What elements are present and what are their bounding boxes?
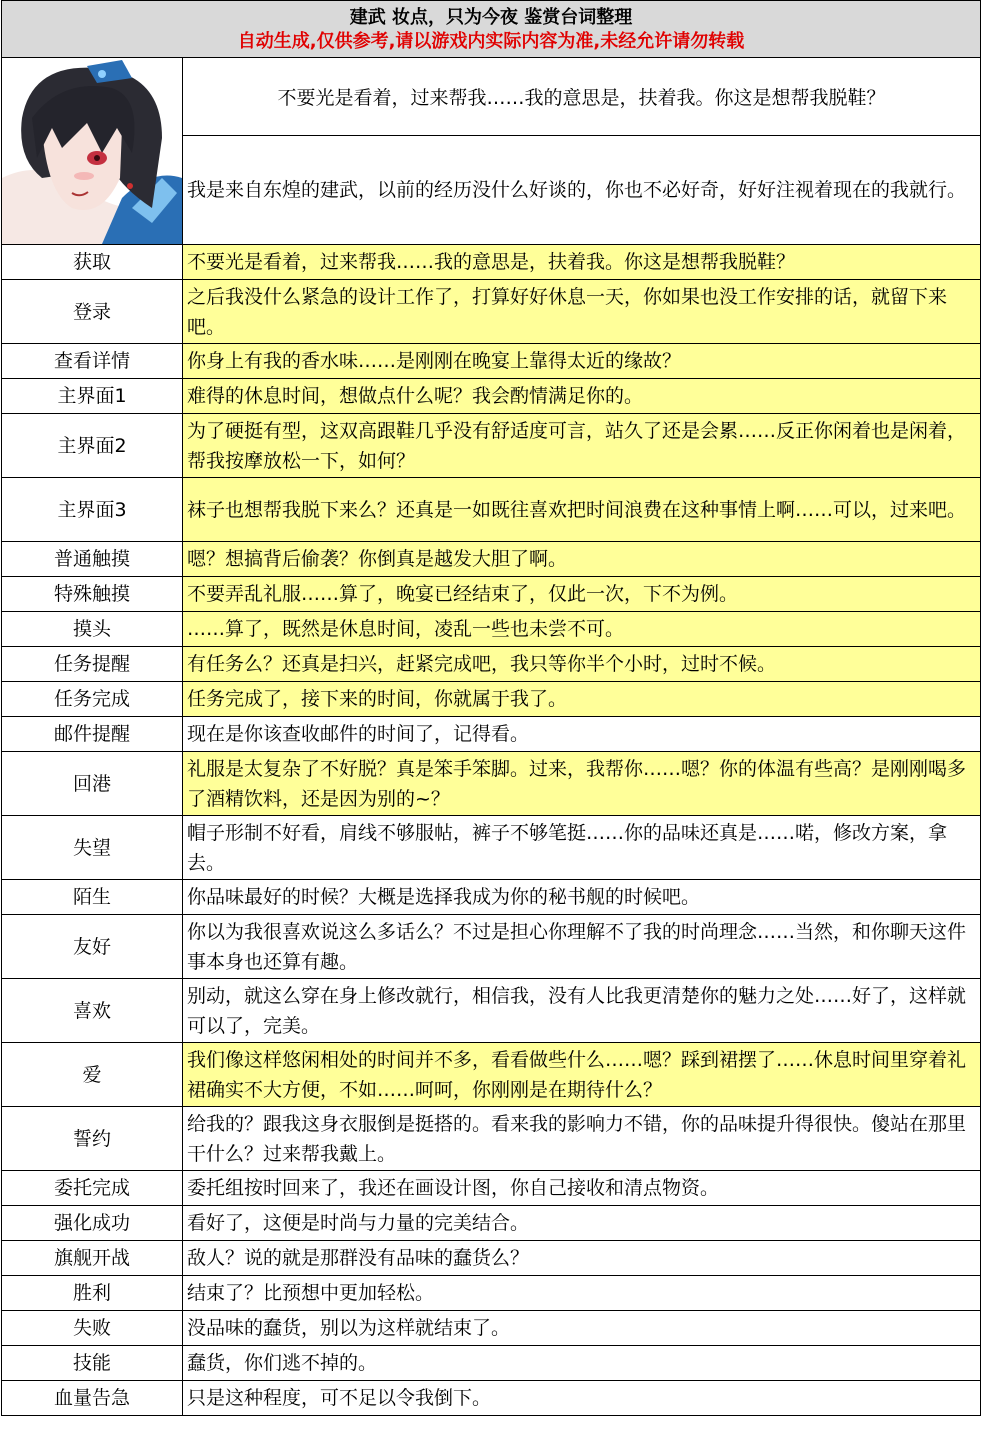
intro-line-profile: 我是来自东煌的建武，以前的经历没什么好谈的，你也不必好奇，好好注视着现在的我就行。 [187,179,967,201]
row-label: 邮件提醒 [2,717,183,752]
table-row [2,612,981,647]
table-row [2,478,981,542]
row-label: 任务提醒 [2,647,183,682]
row-text: 委托组按时回来了，我还在画设计图，你自己接收和清点物资。 [183,1171,981,1206]
row-text: 礼服是太复杂了不好脱？真是笨手笨脚。过来，我帮你……嗯？你的体温有些高？是刚刚喝多了酒精饮料，还是因为别的~？ [183,752,981,816]
row-text: 只是这种程度，可不足以令我倒下。 [183,1381,981,1416]
row-label: 回港 [2,752,183,816]
row-text: 别动，就这么穿在身上修改就行，相信我，没有人比我更清楚你的魅力之处……好了，这样就可以了，完美。 [183,979,981,1043]
table-row [2,979,981,1043]
table-row [2,344,981,379]
sheet-title: 建武 妆点，只为今夜 鉴赏台词整理 [349,7,633,28]
voice-line-sheet [1,0,981,1416]
table-row [2,245,981,280]
table-row [2,1043,981,1107]
row-label: 爱 [2,1043,183,1107]
row-text: 没品味的蠢货，别以为这样就结束了。 [183,1311,981,1346]
character-portrait [2,58,183,244]
row-text: 你以为我很喜欢说这么多话么？不过是担心你理解不了我的时尚理念……当然，和你聊天这件事本身也还算有趣。 [183,915,981,979]
row-label: 特殊触摸 [2,577,183,612]
row-label: 旗舰开战 [2,1241,183,1276]
row-label: 胜利 [2,1276,183,1311]
row-label: 摸头 [2,612,183,647]
row-text: 难得的休息时间，想做点什么呢？我会酌情满足你的。 [183,379,981,414]
table-row [2,1171,981,1206]
table-row [2,1311,981,1346]
sheet-header [1,0,981,58]
table-row [2,816,981,880]
row-label: 查看详情 [2,344,183,379]
row-label: 失败 [2,1311,183,1346]
table-row [2,1276,981,1311]
row-text: 我们像这样悠闲相处的时间并不多，看看做些什么……嗯？踩到裙摆了……休息时间里穿着礼裙确实不大方便，不如……呵呵，你刚刚是在期待什么？ [183,1043,981,1107]
row-text: 敌人？说的就是那群没有品味的蠢货么？ [183,1241,981,1276]
row-label: 主界面1 [2,379,183,414]
row-text: 结束了？比预想中更加轻松。 [183,1276,981,1311]
row-text: 为了硬挺有型，这双高跟鞋几乎没有舒适度可言，站久了还是会累……反正你闲着也是闲着，帮我按摩放松一下，如何？ [183,414,981,478]
row-label: 失望 [2,816,183,880]
row-text: 袜子也想帮我脱下来么？还真是一如既往喜欢把时间浪费在这种事情上啊……可以，过来吧。 [183,478,981,542]
table-row [2,752,981,816]
copyright-notice: 自动生成,仅供参考,请以游戏内实际内容为准,未经允许请勿转载 [237,31,745,52]
row-label: 强化成功 [2,1206,183,1241]
row-text: 任务完成了，接下来的时间，你就属于我了。 [183,682,981,717]
row-label: 陌生 [2,880,183,915]
row-text: 之后我没什么紧急的设计工作了，打算好好休息一天，你如果也没工作安排的话，就留下来吧。 [183,280,981,344]
row-label: 血量告急 [2,1381,183,1416]
intro-text [183,58,980,244]
row-text: 帽子形制不好看，肩线不够服帖，裤子不够笔挺……你的品味还真是……喏，修改方案，拿去。 [183,816,981,880]
row-text: 现在是你该查收邮件的时间了，记得看。 [183,717,981,752]
row-text: 蠢货，你们逃不掉的。 [183,1346,981,1381]
table-row [2,1381,981,1416]
row-label: 主界面3 [2,478,183,542]
row-label: 登录 [2,280,183,344]
row-text: 看好了，这便是时尚与力量的完美结合。 [183,1206,981,1241]
row-text: 不要光是看着，过来帮我……我的意思是，扶着我。你这是想帮我脱鞋？ [183,245,981,280]
row-text: 给我的？跟我这身衣服倒是挺搭的。看来我的影响力不错，你的品味提升得很快。傻站在那里干什么？过来帮我戴上。 [183,1107,981,1171]
table-row [2,577,981,612]
table-row [2,280,981,344]
row-text: 嗯？想搞背后偷袭？你倒真是越发大胆了啊。 [183,542,981,577]
table-row [2,1206,981,1241]
row-label: 任务完成 [2,682,183,717]
row-label: 普通触摸 [2,542,183,577]
table-row [2,647,981,682]
character-intro [1,58,981,244]
row-label: 主界面2 [2,414,183,478]
table-row [2,1346,981,1381]
table-row [2,414,981,478]
row-label: 誓约 [2,1107,183,1171]
table-row [2,915,981,979]
table-row [2,542,981,577]
row-label: 友好 [2,915,183,979]
row-text: 不要弄乱礼服……算了，晚宴已经结束了，仅此一次，下不为例。 [183,577,981,612]
row-label: 委托完成 [2,1171,183,1206]
table-row [2,717,981,752]
table-row [2,1241,981,1276]
table-row [2,1107,981,1171]
table-row [2,379,981,414]
table-row [2,682,981,717]
row-label: 技能 [2,1346,183,1381]
table-row [2,880,981,915]
voice-line-table [1,244,981,1416]
intro-line-acquire: 不要光是看着，过来帮我……我的意思是，扶着我。你这是想帮我脱鞋？ [183,58,980,136]
row-text: 你身上有我的香水味……是刚刚在晚宴上靠得太近的缘故？ [183,344,981,379]
row-text: 有任务么？还真是扫兴，赶紧完成吧，我只等你半个小时，过时不候。 [183,647,981,682]
row-text: 你品味最好的时候？大概是选择我成为你的秘书舰的时候吧。 [183,880,981,915]
row-text: ……算了，既然是休息时间，凌乱一些也未尝不可。 [183,612,981,647]
row-label: 获取 [2,245,183,280]
row-label: 喜欢 [2,979,183,1043]
